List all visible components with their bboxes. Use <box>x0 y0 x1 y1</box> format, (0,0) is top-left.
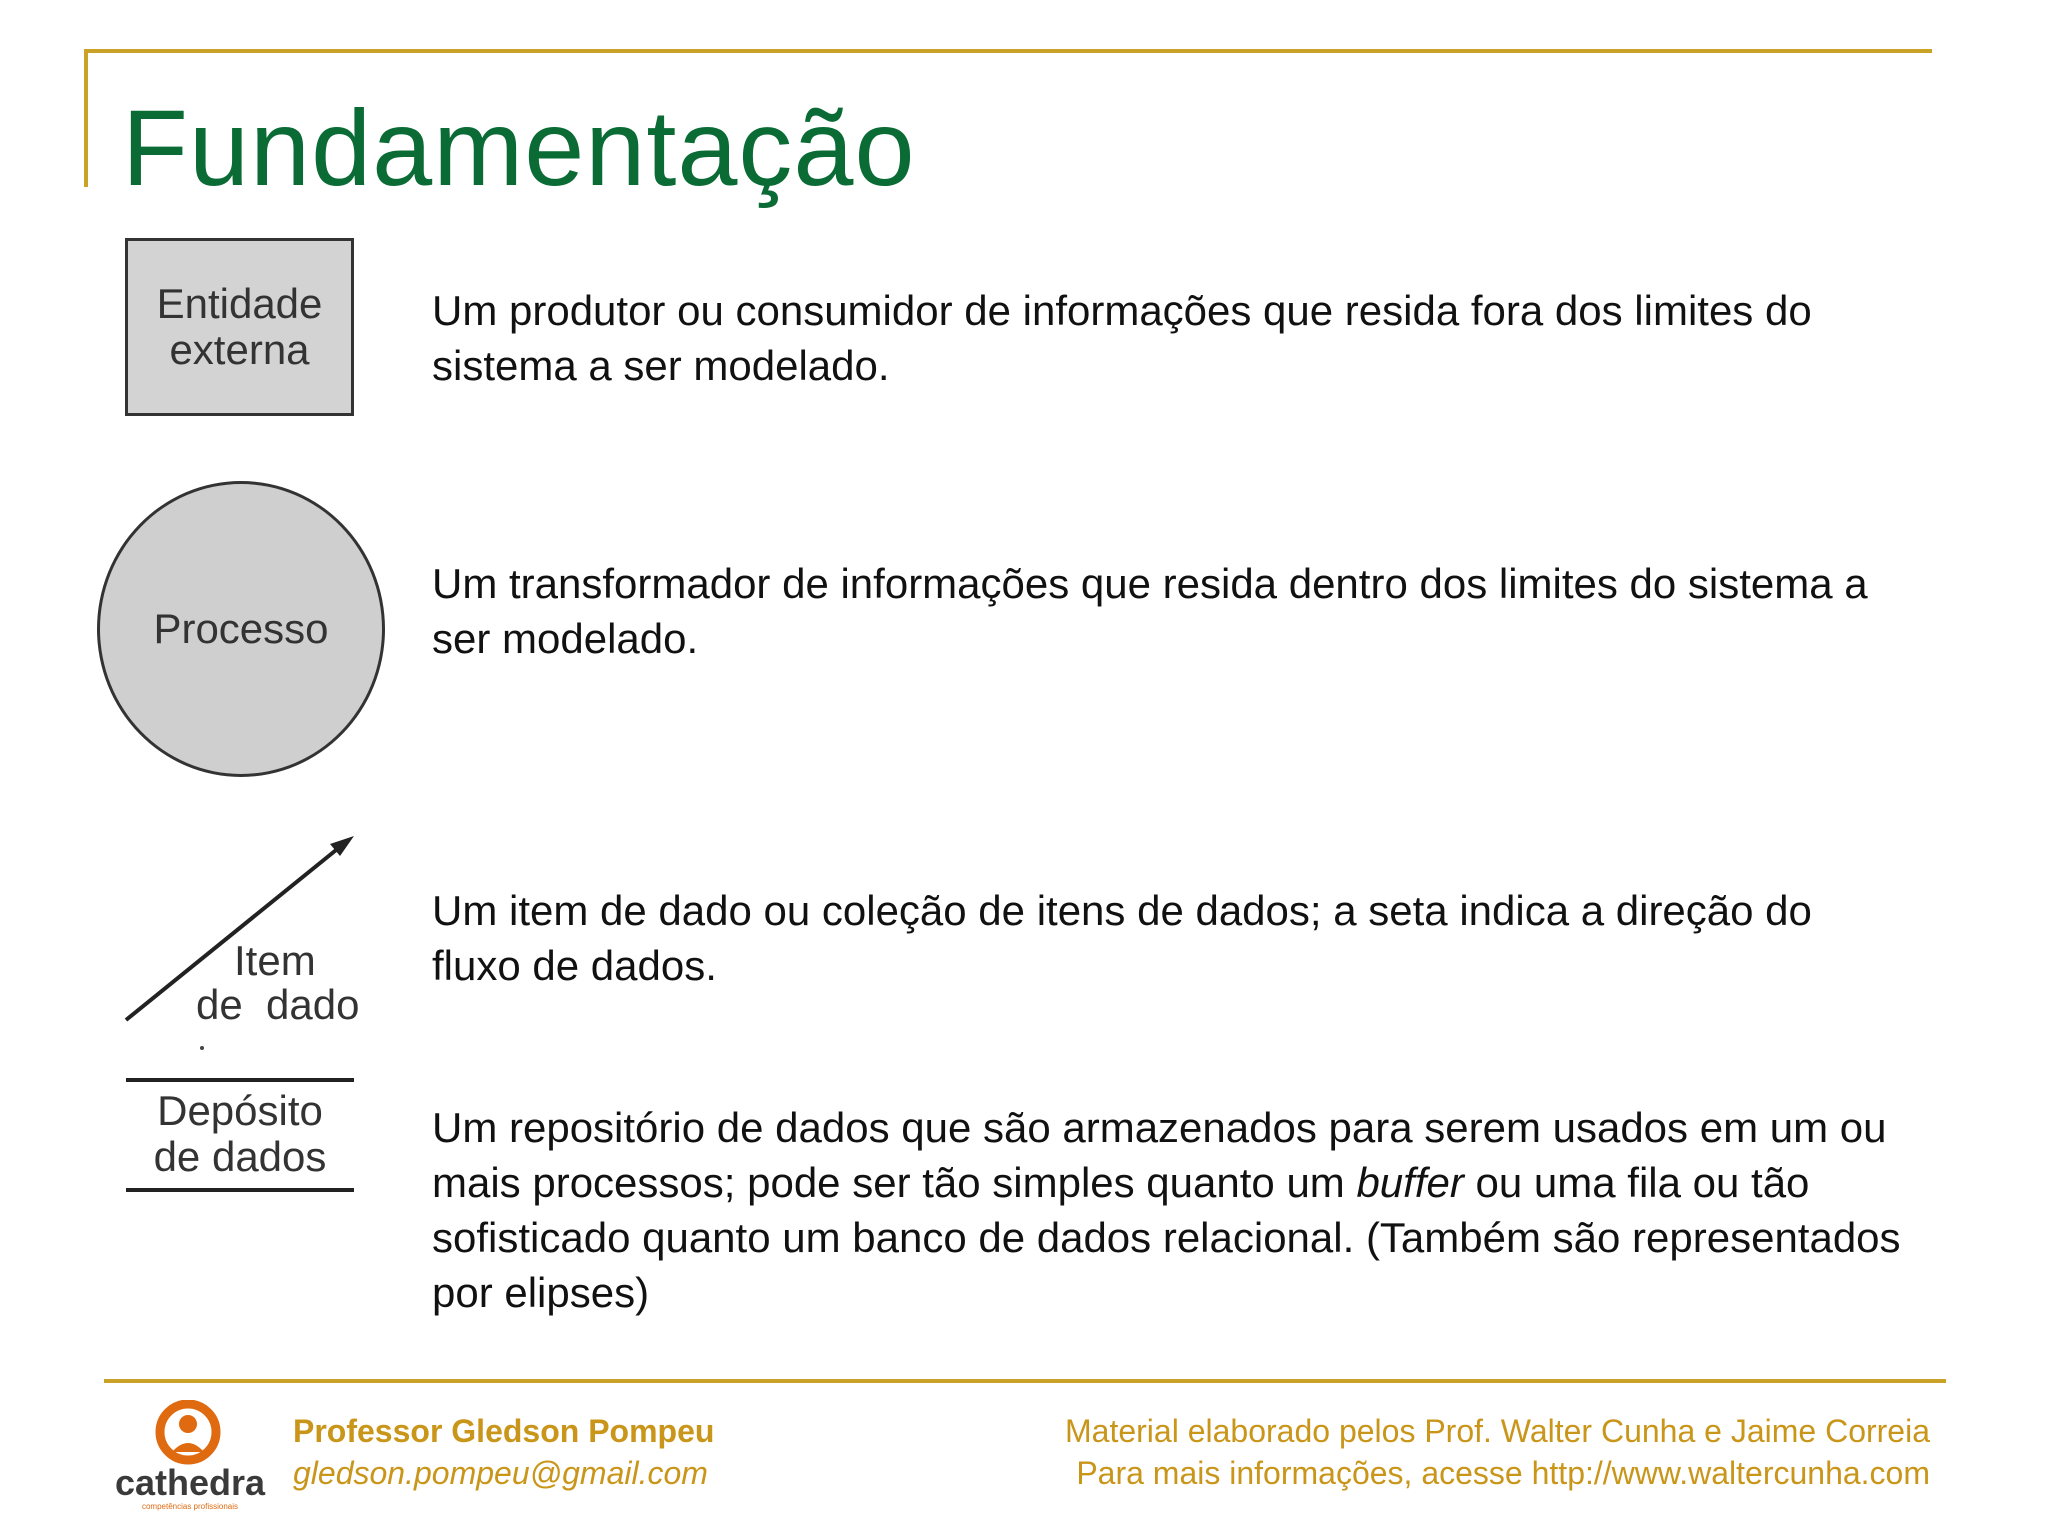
external-entity-label: Entidade externa <box>156 280 323 373</box>
header-rule-top <box>84 49 1932 53</box>
footer-credits <box>1065 1410 1930 1494</box>
process-description: Um transformador de informações que resida dentro dos limites do sistema a ser modelado. <box>432 560 1868 662</box>
data-store-symbol <box>126 1078 354 1194</box>
data-store-description <box>432 1100 1902 1320</box>
footer-email: gledson.pompeu@gmail.com <box>293 1455 708 1491</box>
process-label: Processo <box>153 605 329 652</box>
footer-professor-name: Professor Gledson Pompeu <box>293 1413 715 1449</box>
cathedra-logo-text: cathedra <box>114 1462 266 1503</box>
data-store-description-part2: ou uma fila ou tão sofisticado quanto um banco de dados relacional. (Também são representados por elipses) <box>432 1159 1901 1316</box>
header-rule-left <box>84 49 88 187</box>
footer-credit-line1: Material elaborado pelos Prof. Walter Cunha e Jaime Correia <box>1065 1413 1930 1449</box>
slide-title: Fundamentação <box>122 87 916 208</box>
data-store-bottom-line <box>126 1188 354 1192</box>
footer-rule <box>104 1379 1946 1383</box>
external-entity-description: Um produtor ou consumidor de informações que resida fora dos limites do sistema a ser modelado. <box>432 287 1812 389</box>
data-store-description-italic: buffer <box>1356 1159 1464 1206</box>
data-store-top-line <box>126 1078 354 1082</box>
cathedra-logo-subtext: competências profissionais <box>141 1502 239 1511</box>
data-store-description-part1: Um repositório de dados que são armazenados para serem usados em um ou mais processos; pode ser tão simples quanto um <box>432 1104 1887 1206</box>
process-symbol <box>97 481 385 777</box>
data-store-label: Depósito de dados <box>153 1087 327 1180</box>
data-flow-label-line1: Item <box>234 937 316 984</box>
cathedra-logo <box>110 1400 270 1510</box>
data-flow-label-line2: de dado <box>196 981 360 1028</box>
data-flow-symbol <box>110 828 380 1058</box>
data-flow-description: Um item de dado ou coleção de itens de dados; a seta indica a direção do fluxo de dados. <box>432 887 1812 989</box>
footer-author <box>293 1410 714 1494</box>
cathedra-person-icon <box>110 1400 270 1470</box>
footer-credit-line2: Para mais informações, acesse http://www.waltercunha.com <box>1076 1455 1930 1491</box>
external-entity-symbol <box>125 238 354 416</box>
